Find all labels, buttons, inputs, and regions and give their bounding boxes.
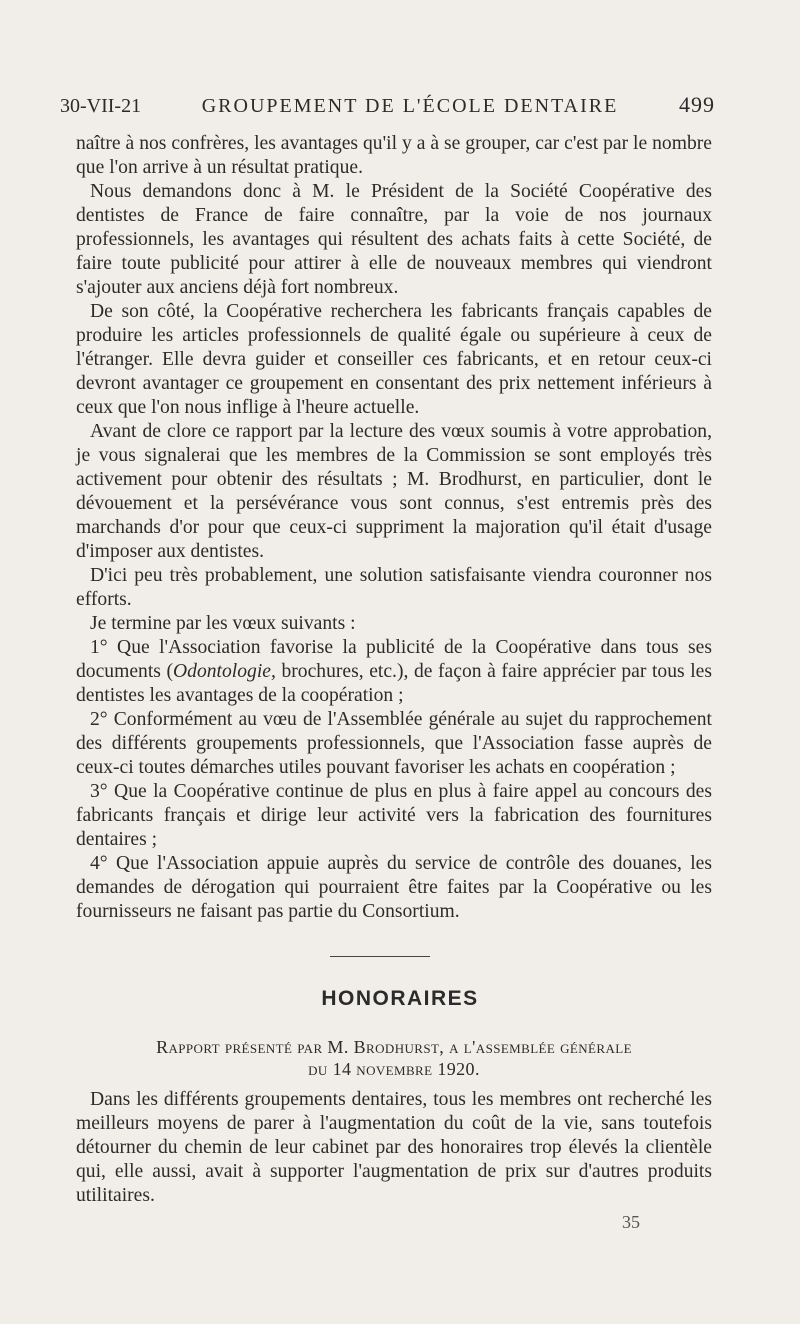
paragraph: Avant de clore ce rapport par la lecture des vœux soumis à votre approbation, je vous signalerai que les membres de la Commission se sont employés très activement pour obtenir des résultats ; M. Brodhurst, en particulier, dont le dévouement et la persévérance vous sont connus, s'est entremis près des marchands d'or pour que ceux-ci suppriment la majoration qu'il était d'usage d'imposer aux dentistes. bbox=[76, 421, 712, 562]
journal-title: Odontologie, bbox=[173, 661, 276, 682]
wish-item: 3° Que la Coopérative continue de plus en plus à faire appel au concours des fabricants français et dirige leur activité vers la fabrication des fournitures dentaires ; bbox=[76, 781, 712, 850]
signature-mark: 35 bbox=[622, 1212, 640, 1232]
running-title: GROUPEMENT DE L'ÉCOLE DENTAIRE bbox=[201, 95, 619, 117]
running-header bbox=[60, 92, 715, 118]
subtitle-line: du 14 novembre 1920. bbox=[308, 1059, 480, 1079]
report-body bbox=[76, 132, 712, 924]
paragraph: Je termine par les vœux suivants : bbox=[90, 613, 356, 634]
page-number: 499 bbox=[678, 92, 715, 117]
wish-text: brochures, etc.), de façon à faire apprécier par tous les dentistes les avantages de la coopération ; bbox=[76, 661, 712, 706]
wish-item bbox=[76, 636, 712, 708]
wish-item: 4° Que l'Association appuie auprès du service de contrôle des douanes, les demandes de dérogation qui pourraient être faites par la Coopérative ou les fournisseurs ne faisant pas partie du Consortium. bbox=[76, 853, 712, 922]
section-divider bbox=[330, 956, 430, 957]
subtitle-line: Rapport présenté par M. Brodhurst, a l'assemblée générale bbox=[156, 1037, 632, 1057]
paragraph: D'ici peu très probablement, une solution satisfaisante viendra couronner nos efforts. bbox=[76, 565, 712, 610]
paragraph: De son côté, la Coopérative recherchera les fabricants français capables de produire les articles professionnels de qualité égale ou supérieure à ceux de l'étranger. Elle devra guider et conseiller ces fabricants, et en retour ceux-ci devront avantager ce groupement en consentant des prix nettement inférieurs à ceux que l'on nous inflige à l'heure actuelle. bbox=[76, 301, 712, 418]
paragraph: naître à nos confrères, les avantages qu'il y a à se grouper, car c'est par le nombre que l'on arrive à un résultat pratique. bbox=[76, 133, 712, 178]
issue-date: 30-VII-21 bbox=[60, 95, 142, 117]
paragraph: Dans les différents groupements dentaires, tous les membres ont recherché les meilleurs moyens de parer à l'augmentation du coût de la vie, sans toutefois détourner du chemin de leur cabinet par des honoraires trop élevés la clientèle qui, elle aussi, avait à supporter l'augmentation de prix sur d'autres produits utilitaires. bbox=[76, 1089, 712, 1206]
wish-text: 1° Que l'Association favorise la publicité de la Coopérative dans tous ses documents ( bbox=[76, 637, 712, 682]
paragraph: Nous demandons donc à M. le Président de la Société Coopérative des dentistes de France de faire connaître, par la voie de nos journaux professionnels, les avantages qui résultent des achats faits à cette Société, de faire toute publicité pour attirer à elle de nouveaux membres qui viendront s'ajouter aux anciens déjà fort nombreux. bbox=[76, 181, 712, 298]
section-intro bbox=[76, 1088, 712, 1208]
section-title: HONORAIRES bbox=[321, 987, 479, 1010]
section-subtitle bbox=[76, 1036, 712, 1080]
wish-item: 2° Conformément au vœu de l'Assemblée générale au sujet du rapprochement des différents groupements professionnels, que l'Association fasse auprès de ceux-ci toutes démarches utiles pouvant favoriser les achats en coopération ; bbox=[76, 709, 712, 778]
